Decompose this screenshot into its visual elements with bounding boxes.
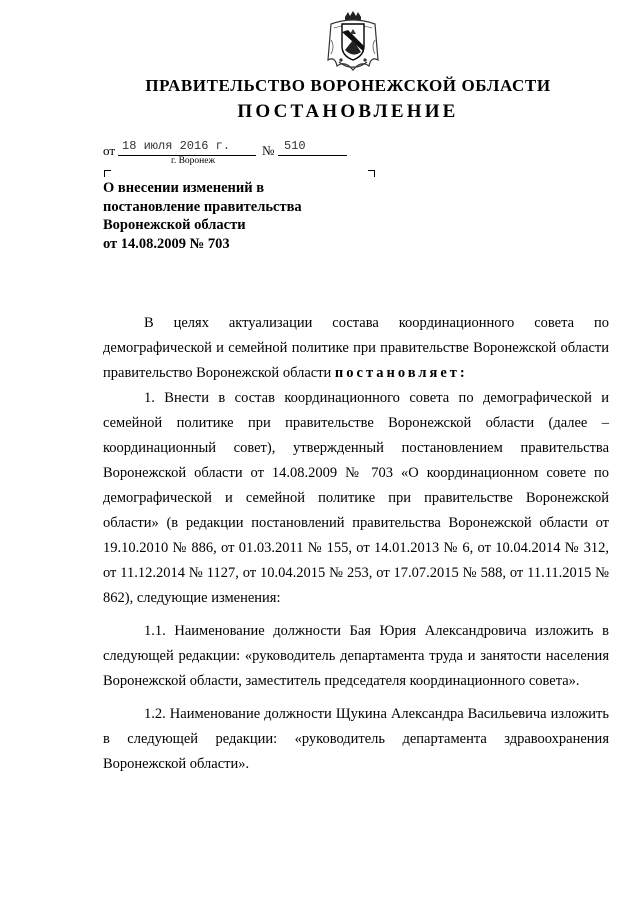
intro-text: В целях актуализации состава координационного совета по демографической и семейной политике при правительстве Воронежской области правительство Воронежской области [103,315,609,381]
government-title: ПРАВИТЕЛЬСТВО ВОРОНЕЖСКОЙ ОБЛАСТИ [145,76,551,95]
coat-of-arms-icon [325,10,381,72]
number-underline [278,155,347,156]
subject-bracket-left [104,170,111,177]
subject-line: от 14.08.2009 № 703 [103,235,230,252]
subject-block [103,179,302,253]
number-value: 510 [284,139,306,153]
paragraph-item-1-2: 1.2. Наименование должности Щукина Александра Васильевича изложить в следующей редакции: «руководитель департамента здравоохранения Воронежской области». [103,706,609,772]
subject-line: Воронежской области [103,217,246,233]
paragraph-item-1: 1. Внести в состав координационного совета по демографической и семейной политике при правительстве Воронежской области (далее – координационный совет), утвержденный постановлением правительства Воронежской области от 14.08.2009 № 703 «О координационном совете по демографической и семейной политике при правительстве Воронежской области» (в редакции постановлений правительства Воронежской области от 19.10.2010 № 886, от 01.03.2011 № 155, от 14.01.2013 № 6, от 10.04.2014 № 312, от 11.12.2014 № 1127, от 10.04.2015 № 253, от 17.07.2015 № 588, от 11.11.2015 № 862), следующие изменения: [103,390,609,606]
subject-line: постановление правительства [103,198,302,215]
date-value: 18 июля 2016 г. [122,139,231,153]
intro-paragraph [103,311,609,386]
subject-line: О внесении изменений в [103,180,265,196]
decree-word: постановляет: [334,365,468,381]
paragraph-item-1-1: 1.1. Наименование должности Бая Юрия Александровича изложить в следующей редакции: «руководитель департамента труда и занятости населения Воронежской области, заместитель председателя координационного совета». [103,623,609,689]
document-body [103,311,609,777]
subject-bracket-right [368,170,375,177]
city-label: г. Воронеж [171,156,216,166]
number-prefix: № [262,143,275,158]
date-prefix: от [103,143,116,158]
document-type: ПОСТАНОВЛЕНИЕ [237,101,459,122]
